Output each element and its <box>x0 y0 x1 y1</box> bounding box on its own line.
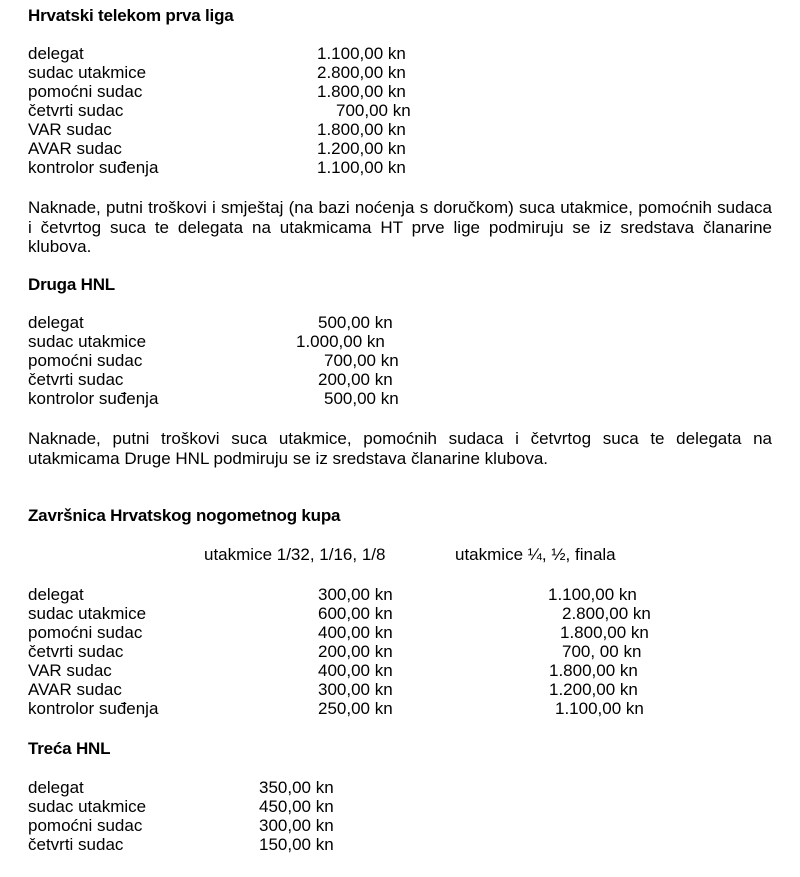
fee-value: 2.800,00 kn <box>317 63 406 82</box>
fee-value: 250,00 kn <box>318 699 393 718</box>
fee-value: 1.800,00 kn <box>317 120 406 139</box>
fee-label: sudac utakmice <box>28 797 147 816</box>
column-header-late-rounds: utakmice ¼, ½, finala <box>455 545 616 564</box>
fee-value: 1.800,00 kn <box>549 661 638 680</box>
section-title-prva-liga: Hrvatski telekom prva liga <box>28 6 234 25</box>
fee-label: AVAR sudac <box>28 139 122 158</box>
fee-label: pomoćni sudac <box>28 351 143 370</box>
fee-value: 450,00 kn <box>259 797 334 816</box>
fee-value: 1.100,00 kn <box>555 699 644 718</box>
fee-value: 300,00 kn <box>259 816 334 835</box>
fee-value: 1.200,00 kn <box>549 680 638 699</box>
fee-value: 200,00 kn <box>318 370 393 389</box>
fee-label: pomoćni sudac <box>28 623 143 642</box>
fee-label: pomoćni sudac <box>28 82 143 101</box>
fee-label: sudac utakmice <box>28 63 147 82</box>
fee-value: 500,00 kn <box>318 313 393 332</box>
fee-label: delegat <box>28 585 84 604</box>
fee-value: 400,00 kn <box>318 661 393 680</box>
fee-label: četvrti sudac <box>28 642 124 661</box>
fee-label: delegat <box>28 44 84 63</box>
fee-value: 2.800,00 kn <box>562 604 651 623</box>
fee-label: VAR sudac <box>28 661 112 680</box>
fee-label: četvrti sudac <box>28 835 124 854</box>
fee-label: VAR sudac <box>28 120 112 139</box>
fee-value: 300,00 kn <box>318 585 393 604</box>
fee-value: 350,00 kn <box>259 778 334 797</box>
section-title-kup: Završnica Hrvatskog nogometnog kupa <box>28 506 341 525</box>
fee-value: 200,00 kn <box>318 642 393 661</box>
fee-value: 600,00 kn <box>318 604 393 623</box>
fee-label: četvrti sudac <box>28 101 124 120</box>
column-header-early-rounds: utakmice 1/32, 1/16, 1/8 <box>204 545 386 564</box>
fee-label: kontrolor suđenja <box>28 389 159 408</box>
section-title-treca-hnl: Treća HNL <box>28 739 111 758</box>
fee-label: sudac utakmice <box>28 332 147 351</box>
fee-value: 700,00 kn <box>336 101 411 120</box>
fee-value: 300,00 kn <box>318 680 393 699</box>
section-title-druga-hnl: Druga HNL <box>28 275 115 294</box>
fee-label: kontrolor suđenja <box>28 699 159 718</box>
fee-value: 1.800,00 kn <box>560 623 649 642</box>
fee-value: 700, 00 kn <box>562 642 642 661</box>
fee-value: 150,00 kn <box>259 835 334 854</box>
fee-value: 1.200,00 kn <box>317 139 406 158</box>
section-note-druga-hnl: Naknade, putni troškovi suca utakmice, pomoćnih sudaca i četvrtog suca te delegata na utakmicama Druge HNL podmiruju se iz sredstava članarine klubova. <box>28 429 772 468</box>
fee-label: četvrti sudac <box>28 370 124 389</box>
fee-label: sudac utakmice <box>28 604 147 623</box>
fee-value: 1.000,00 kn <box>296 332 385 351</box>
fee-value: 1.100,00 kn <box>548 585 637 604</box>
fee-value: 1.100,00 kn <box>317 44 406 63</box>
fee-label: AVAR sudac <box>28 680 122 699</box>
fee-value: 1.800,00 kn <box>317 82 406 101</box>
fee-value: 500,00 kn <box>324 389 399 408</box>
fee-value: 400,00 kn <box>318 623 393 642</box>
fee-label: kontrolor suđenja <box>28 158 159 177</box>
fee-label: pomoćni sudac <box>28 816 143 835</box>
fee-value: 700,00 kn <box>324 351 399 370</box>
fee-label: delegat <box>28 778 84 797</box>
section-note-prva-liga: Naknade, putni troškovi i smještaj (na bazi noćenja s doručkom) suca utakmice, pomoćnih sudaca i četvrtog suca te delegata na utakmicama HT prve lige podmiruju se iz sredstava članarine klubova. <box>28 198 772 256</box>
fee-value: 1.100,00 kn <box>317 158 406 177</box>
fee-label: delegat <box>28 313 84 332</box>
